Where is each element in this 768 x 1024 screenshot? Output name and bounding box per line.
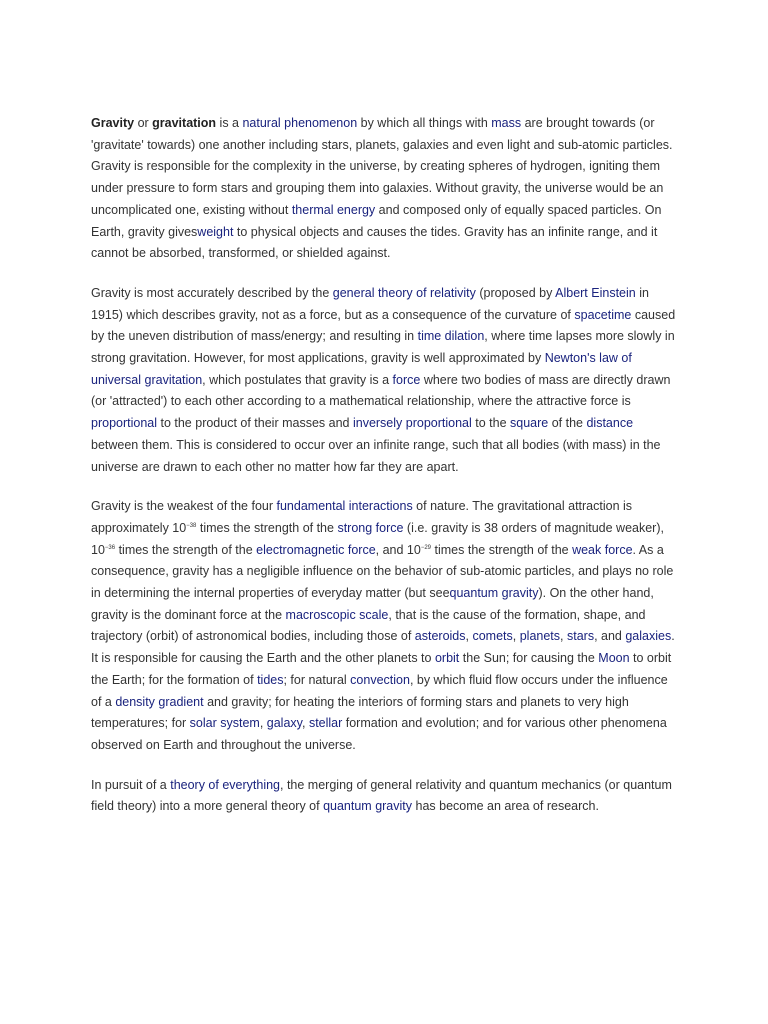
- wiki-link[interactable]: proportional: [91, 416, 158, 431]
- wiki-link[interactable]: weak force: [572, 542, 633, 557]
- wiki-link[interactable]: quantum gravity: [323, 799, 413, 814]
- wiki-link[interactable]: force: [392, 372, 421, 387]
- text-run: times the strength of the: [115, 542, 257, 557]
- paragraph: [91, 283, 681, 478]
- text-run: has become an area of research.: [412, 799, 599, 814]
- wiki-link[interactable]: strong force: [337, 520, 404, 535]
- text-run: , and 10: [375, 542, 421, 557]
- exponent: −29: [420, 544, 432, 551]
- exponent: −36: [104, 544, 116, 551]
- text-run: Gravity is most accurately described by the: [91, 285, 333, 300]
- wiki-link[interactable]: quantum gravity: [449, 586, 539, 601]
- wiki-link[interactable]: natural phenomenon: [242, 116, 358, 130]
- text-run: , the merging of general relativity and quantum mechanics (or quantum field theory) into a more general theory of: [91, 777, 672, 814]
- wiki-link[interactable]: inversely proportional: [352, 416, 472, 431]
- text-run: Gravity is the weakest of the four: [91, 499, 277, 514]
- wiki-link[interactable]: macroscopic scale: [285, 607, 389, 622]
- bold-term: gravitation: [152, 116, 217, 130]
- wiki-link[interactable]: tides: [257, 672, 284, 687]
- wiki-link[interactable]: density gradient: [115, 694, 204, 709]
- wiki-link[interactable]: theory of everything: [170, 777, 281, 792]
- text-run: times the strength of the: [196, 520, 338, 535]
- paragraph: [91, 113, 681, 265]
- wiki-link[interactable]: galaxy: [266, 716, 302, 731]
- text-run: where two bodies of mass are directly drawn (or 'attracted') to each other according to a mathematical relationship, where the attractive force is: [91, 372, 671, 409]
- wiki-link[interactable]: square: [510, 416, 549, 431]
- text-run: and composed only of equally spaced particles. On Earth, gravity gives: [91, 202, 662, 239]
- text-run: . It is responsible for causing the Earth and the other planets to: [91, 629, 675, 666]
- wiki-link[interactable]: spacetime: [574, 307, 632, 322]
- text-run: In pursuit of a: [91, 777, 171, 792]
- text-run: or: [134, 116, 153, 130]
- text-run: ,: [465, 629, 473, 644]
- wiki-link[interactable]: solar system: [189, 716, 260, 731]
- wiki-link[interactable]: Albert Einstein: [555, 285, 636, 300]
- wiki-link[interactable]: fundamental interactions: [276, 499, 413, 514]
- wiki-link[interactable]: mass: [491, 116, 522, 130]
- bold-term: Gravity: [91, 116, 135, 130]
- text-run: to physical objects and causes the tides. Gravity has an infinite range, and it cannot be absorbed, transformed, or shielded against.: [91, 224, 658, 261]
- wiki-link[interactable]: galaxies: [625, 629, 672, 644]
- paragraph: [91, 496, 681, 756]
- text-run: , and: [594, 629, 626, 644]
- text-run: formation and evolution; and for various other phenomena observed on Earth and throughout the universe.: [91, 716, 667, 752]
- text-run: ,: [259, 716, 267, 731]
- text-run: the Sun; for causing the: [459, 651, 599, 666]
- text-run: is a: [216, 116, 243, 130]
- text-run: to the: [471, 416, 511, 431]
- wiki-link[interactable]: asteroids: [414, 629, 466, 644]
- text-run: (i.e. gravity is 38 orders of magnitude weaker), 10: [91, 520, 664, 557]
- text-run: ). On the other hand, gravity is the dominant force at the: [91, 586, 654, 622]
- text-run: , which postulates that gravity is a: [202, 372, 393, 387]
- wiki-link[interactable]: thermal energy: [291, 202, 376, 217]
- text-run: (proposed by: [475, 285, 556, 300]
- text-run: and gravity; for heating the interiors of forming stars and planets to very high temperatures; for: [91, 694, 629, 731]
- text-run: to the product of their masses and: [157, 416, 353, 431]
- text-run: , where time lapses more slowly in strong gravitation. However, for most applications, gravity is well approximated by: [91, 329, 675, 366]
- text-run: ,: [512, 629, 520, 644]
- text-run: , that is the cause of the formation, shape, and trajectory (orbit) of astronomical bodies, including those of: [91, 607, 646, 644]
- wiki-link[interactable]: time dilation: [417, 329, 485, 344]
- wiki-link[interactable]: stars: [566, 629, 595, 644]
- text-run: between them. This is considered to occur over an infinite range, such that all bodies (with mass) in the universe are drawn to each other no matter how far they are apart.: [91, 437, 661, 474]
- text-run: . As a consequence, gravity has a negligible influence on the behavior of sub-atomic particles, and plays no role in determining the internal properties of everyday matter (but see: [91, 542, 674, 601]
- text-run: to orbit the Earth; for the formation of: [91, 651, 672, 687]
- document-body: [91, 113, 681, 836]
- wiki-link[interactable]: orbit: [434, 651, 460, 666]
- exponent: −38: [186, 522, 197, 529]
- text-run: of nature. The gravitational attraction is approximately 10: [91, 499, 633, 535]
- text-run: are brought towards (or 'gravitate' towards) one another including stars, planets, galaxies and even light and sub-atomic particles. Gravity is responsible for the complexity in the universe, by creating spheres of hydrogen, igniting them under pressure to form stars and grouping them into galaxies. Without gravity, the universe would be an uncomplicated one, existing without: [91, 116, 673, 217]
- wiki-link[interactable]: electromagnetic force: [256, 542, 376, 557]
- wiki-link[interactable]: Moon: [598, 651, 630, 666]
- wiki-link[interactable]: Newton's law of universal gravitation: [91, 351, 632, 387]
- wiki-link[interactable]: planets: [519, 629, 561, 644]
- wiki-link[interactable]: convection: [350, 672, 410, 687]
- wiki-link[interactable]: stellar: [308, 716, 343, 731]
- text-run: by which all things with: [357, 116, 492, 130]
- text-run: times the strength of the: [431, 542, 573, 557]
- wiki-link[interactable]: general theory of relativity: [332, 285, 476, 300]
- wiki-link[interactable]: weight: [197, 224, 234, 239]
- text-run: , by which fluid flow occurs under the influence of a: [91, 672, 668, 709]
- wiki-link[interactable]: distance: [586, 416, 634, 431]
- text-run: ,: [560, 629, 567, 644]
- text-run: caused by the uneven distribution of mass/energy; and resulting in: [91, 307, 676, 344]
- text-run: ; for natural: [283, 672, 351, 687]
- text-run: of the: [548, 416, 587, 431]
- wiki-link[interactable]: comets: [472, 629, 513, 644]
- text-run: in 1915) which describes gravity, not as a force, but as a consequence of the curvature of: [91, 285, 649, 322]
- paragraph: [91, 775, 681, 818]
- text-run: ,: [301, 716, 309, 731]
